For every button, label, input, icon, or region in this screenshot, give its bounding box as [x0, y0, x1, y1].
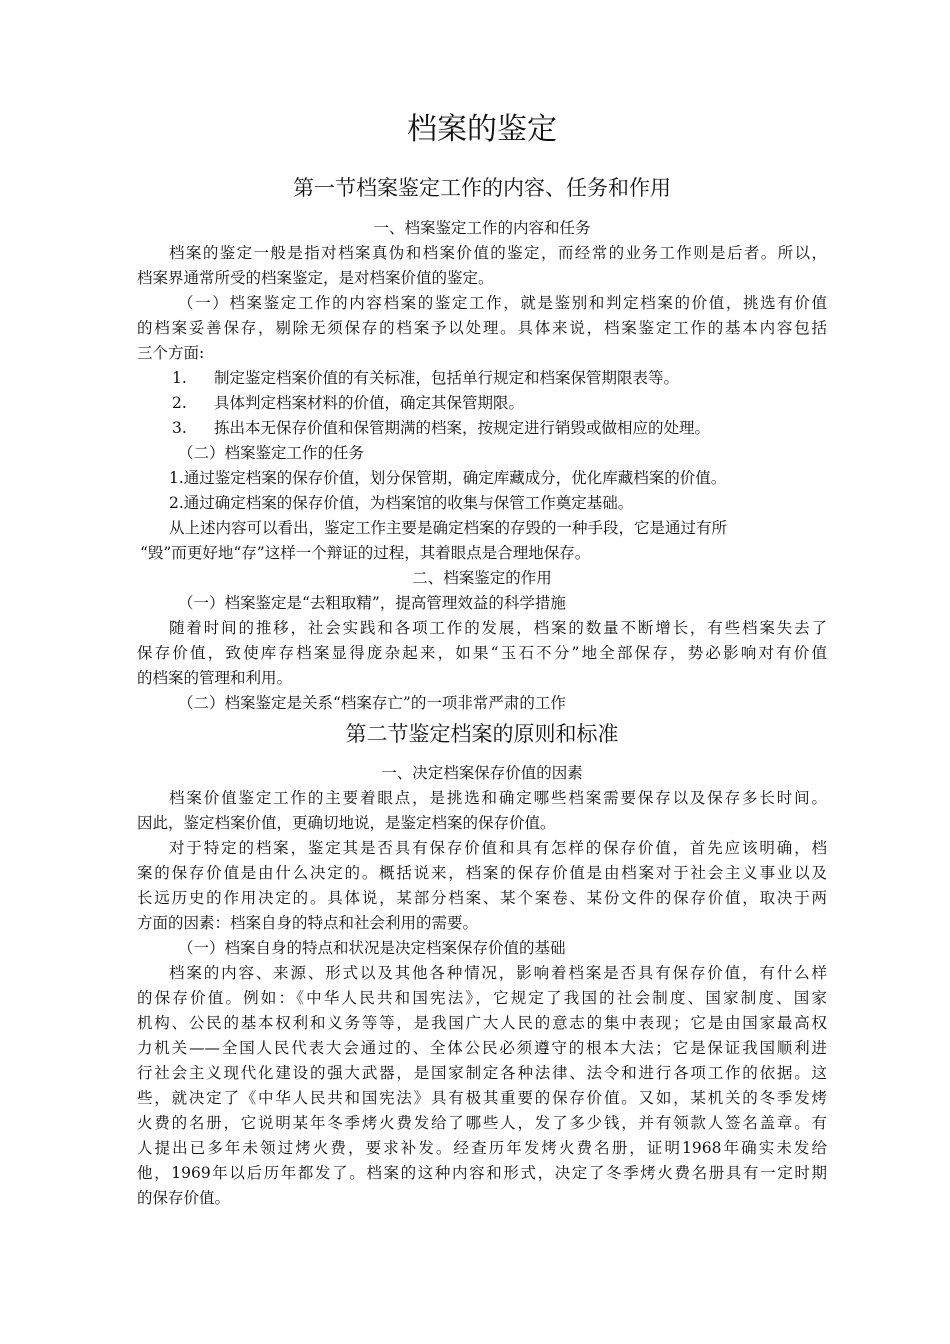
paragraph-line: 保存价值，致使库存档案显得庞杂起来，如果“玉石不分”地全部保存，势必影响对有价值 [137, 644, 827, 662]
list-item-number: 3. [172, 419, 187, 437]
paragraph-line: 因此，鉴定档案价值，更确切地说，是鉴定档案的保存价值。 [137, 814, 556, 832]
paragraph-line: 力机关——全国人民代表大会通过的、全体公民必须遵守的根本大法；它是保证我国顺利进 [137, 1039, 827, 1057]
section1-subheading-2: 二、档案鉴定的作用 [412, 569, 552, 587]
paragraph-line: 火费的名册，它说明某年冬季烤火费发给了哪些人，发了多少钱，并有领款人签名盖章。有 [137, 1114, 827, 1132]
paragraph-line: 档案的鉴定一般是指对档案真伪和档案价值的鉴定，而经常的业务工作则是后者。所以， [169, 244, 827, 262]
paragraph-line: 的档案妥善保存，剔除无须保存的档案予以处理。具体来说，档案鉴定工作的基本内容包括 [137, 319, 827, 337]
paragraph-line: （二）档案鉴定是关系“档案存亡”的一项非常严肃的工作 [178, 694, 566, 712]
paragraph-line: （一）档案鉴定工作的内容档案的鉴定工作，就是鉴别和判定档案的价值，挑选有价值 [178, 294, 827, 312]
paragraph-line: 长远历史的作用决定的。具体说，某部分档案、某个案卷、某份文件的保存价值，取决于两 [137, 889, 827, 907]
list-item-text: 拣出本无保存价值和保管期满的档案，按规定进行销毁或做相应的处理。 [214, 419, 711, 437]
list-item [172, 416, 862, 441]
paragraph-line: （二）档案鉴定工作的任务 [178, 444, 365, 462]
paragraph-line: “毁”而更好地“存”这样一个辩证的过程，其着眼点是合理地保存。 [140, 544, 591, 562]
paragraph-line: 机构、公民的基本权利和义务等等，是我国广大人民的意志的集中表现；它是由国家最高权 [137, 1014, 827, 1032]
document-title: 档案的鉴定 [407, 112, 557, 147]
section2-subheading-1: 一、决定档案保存价值的因素 [381, 764, 583, 782]
paragraph-line: 对于特定的档案，鉴定其是否具有保存价值和具有怎样的保存价值，首先应该明确，档 [169, 839, 827, 857]
paragraph-line: 的保存价值。例如：《中华人民共和国宪法》，它规定了我国的社会制度、国家制度、国家 [137, 989, 827, 1007]
paragraph-line: 的档案的管理和利用。 [137, 669, 293, 687]
list-item-number: 2. [172, 394, 187, 412]
section2-heading: 第二节鉴定档案的原则和标准 [345, 722, 619, 746]
paragraph-line: 的保存价值。 [137, 1189, 231, 1207]
section1-subheading-1: 一、档案鉴定工作的内容和任务 [373, 219, 591, 237]
section1-heading: 第一节档案鉴定工作的内容、任务和作用 [293, 176, 671, 200]
paragraph-line: 人提出已多年未领过烤火费，要求补发。经查历年发烤火费名册，证明1968年确实未发给 [137, 1139, 827, 1157]
paragraph-line: 随着时间的推移，社会实践和各项工作的发展，档案的数量不断增长，有些档案失去了 [169, 619, 827, 637]
list-item [172, 391, 862, 416]
paragraph-line: 从上述内容可以看出，鉴定工作主要是确定档案的存毁的一种手段，它是通过有所 [169, 519, 728, 537]
paragraph-line: 案的保存价值是由什么决定的。概括说来，档案的保存价值是由档案对于社会主义事业以及 [137, 864, 827, 882]
paragraph-line: 他，1969年以后历年都发了。档案的这种内容和形式，决定了冬季烤火费名册具有一定时期 [137, 1164, 827, 1182]
list-item-number: 1. [172, 369, 187, 387]
paragraph-line: （一）档案自身的特点和状况是决定档案保存价值的基础 [178, 939, 566, 957]
list-item-text: 具体判定档案材料的价值，确定其保管期限。 [214, 394, 525, 412]
paragraph-line: 些，就决定了《中华人民共和国宪法》具有极其重要的保存价值。又如，某机关的冬季发烤 [137, 1089, 827, 1107]
paragraph-line: 三个方面: [137, 344, 205, 362]
paragraph-line: 2.通过确定档案的保存价值，为档案馆的收集与保管工作奠定基础。 [169, 494, 634, 512]
paragraph-line: 行社会主义现代化建设的强大武器，是国家制定各种法律、法令和进行各项工作的依据。这 [137, 1064, 827, 1082]
paragraph-line: （一）档案鉴定是“去粗取精”，提高管理效益的科学措施 [178, 594, 566, 612]
paragraph-line: 方面的因素：档案自身的特点和社会利用的需要。 [137, 914, 479, 932]
paragraph-line: 档案的内容、来源、形式以及其他各种情况，影响着档案是否具有保存价值，有什么样 [169, 964, 827, 982]
list-item-text: 制定鉴定档案价值的有关标准，包括单行规定和档案保管期限表等。 [214, 369, 680, 387]
paragraph-line: 档案价值鉴定工作的主要着眼点，是挑选和确定哪些档案需要保存以及保存多长时间。 [169, 789, 827, 807]
list-item [172, 366, 862, 391]
paragraph-line: 1.通过鉴定档案的保存价值，划分保管期，确定库藏成分，优化库藏档案的价值。 [169, 469, 727, 487]
paragraph-line: 档案界通常所受的档案鉴定，是对档案价值的鉴定。 [137, 269, 494, 287]
